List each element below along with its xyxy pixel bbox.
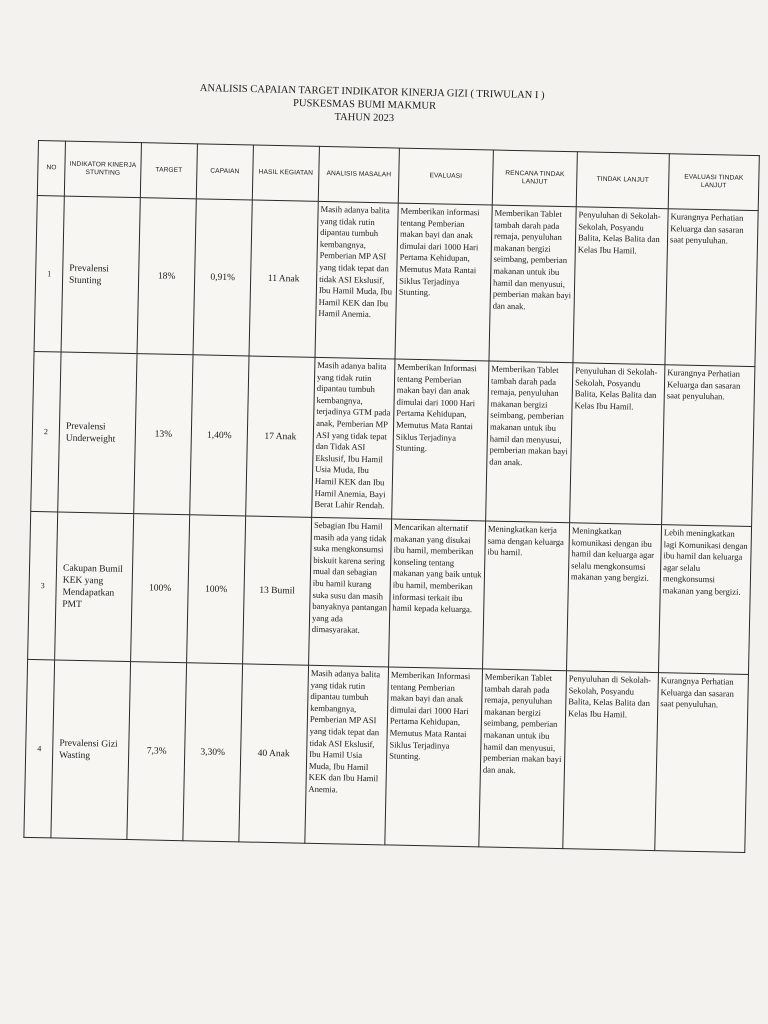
table-row [34, 195, 758, 366]
document-header [199, 82, 545, 128]
indicator-cell: Prevalensi Stunting [61, 196, 140, 354]
row-number: 3 [28, 511, 58, 660]
hasil-kegiatan-cell: 11 Anak [249, 200, 318, 357]
evaluasi-tindak-lanjut-cell: Kurangnya Perhatian Keluarga dan sasaran saat penyuluhan. [662, 365, 755, 527]
indicator-analysis-table [23, 140, 759, 853]
tindak-lanjut-cell: Meningkatkan komunikasi dengan ibu hamil dan keluarga agar selalu mengkonsumsi makanan yang bergizi. [567, 523, 662, 673]
evaluasi-cell: Memberikan Informasi tentang Pemberian makan bayi dan anak dimulai dari 1000 Hari Pertama Kehidupan, Memutus Mata Rantai Siklus Terjadinya Stunting. [385, 667, 483, 847]
column-header: EVALUASI [398, 148, 493, 205]
institution-name: PUSKESMAS BUMI MAKMUR [292, 97, 437, 112]
evaluasi-cell: Mencarikan alternatif makanan yang disukai ibu hamil, memberikan konseling tentang makanan yang baik untuk ibu hamil, memberikan informasi terkait ibu hamil kepada keluarga. [389, 519, 486, 669]
capaian-cell: 0,91% [193, 199, 252, 356]
document-title: ANALISIS CAPAIAN TARGET INDIKATOR KINERJA GIZI ( TRIWULAN I ) [199, 82, 545, 102]
target-cell: 13% [134, 354, 193, 515]
rencana-tindak-lanjut-cell: Memberikan Tablet tambah darah pada remaja, penyuluhan makanan bergizi seimbang, pemberian makanan untuk ibu hamil dan menyusui, pemberian makan bayi dan anak. [486, 361, 573, 523]
document-year: TAHUN 2023 [334, 111, 395, 125]
table-row [31, 351, 755, 526]
column-header: TINDAK LANJUT [576, 152, 669, 209]
evaluasi-tindak-lanjut-cell: Kurangnya Perhatian Keluarga dan sasaran saat penyuluhan. [665, 209, 758, 367]
table-row [24, 659, 749, 852]
target-cell: 7,3% [127, 662, 187, 841]
tindak-lanjut-cell: Penyuluhan di Sekolah-Sekolah, Posyandu Balita, Kelas Balita dan Kelas Ibu Hamil. [573, 207, 668, 365]
rencana-tindak-lanjut-cell: Meningkatkan kerja sama dengan keluarga ibu hamil. [483, 521, 570, 671]
indicator-cell: Prevalensi Gizi Wasting [51, 660, 131, 840]
row-number: 4 [24, 659, 55, 838]
capaian-cell: 3,30% [183, 663, 243, 842]
rencana-tindak-lanjut-cell: Memberikan Tablet tambah darah pada remaja, penyuluhan makanan bergizi seimbang, pemberian makanan untuk ibu hamil dan menyusui, pemberian makan bayi dan anak. [489, 205, 576, 363]
table-row [28, 511, 752, 674]
column-header: TARGET [140, 143, 197, 199]
hasil-kegiatan-cell: 17 Anak [246, 356, 315, 517]
capaian-cell: 1,40% [190, 355, 249, 516]
analisis-masalah-cell: Masih adanya balita yang tidak rutin dipantau tumbuh kembangnya, Pemberian MP ASI yang tidak tepat dan tidak ASI Ekslusif, Ibu Hamil Usia Muda, Ibu Hamil KEK dan Ibu Hamil Anemia. [305, 665, 389, 845]
column-header: CAPAIAN [196, 144, 253, 200]
column-header: EVALUASI TINDAK LANJUT [668, 154, 759, 211]
indicator-cell: Prevalensi Underweight [58, 352, 137, 514]
rencana-tindak-lanjut-cell: Memberikan Tablet tambah darah pada remaja, penyuluhan makanan bergizi seimbang, pemberian makanan untuk ibu hamil dan menyusui, pemberian makan bayi dan anak. [479, 669, 567, 849]
indicator-cell: Cakupan Bumil KEK yang Mendapatkan PMT [55, 512, 134, 662]
capaian-cell: 100% [187, 515, 246, 664]
column-header: NO [37, 141, 65, 197]
evaluasi-tindak-lanjut-cell: Lebih meningkatkan lagi Komunikasi dengan ibu hamil dan keluarga agar selalu mengkonsumsi makanan yang bergizi. [658, 525, 751, 675]
target-cell: 100% [131, 514, 190, 663]
hasil-kegiatan-cell: 40 Anak [239, 664, 309, 843]
target-cell: 18% [137, 198, 196, 355]
row-number: 2 [31, 351, 61, 512]
evaluasi-tindak-lanjut-cell: Kurangnya Perhatian Keluarga dan sasaran saat penyuluhan. [655, 673, 749, 853]
row-number: 1 [34, 195, 64, 352]
evaluasi-cell: Memberikan informasi tentang Pemberian makan bayi dan anak dimulai dari 1000 Hari Pertama Kehidupan, Memutus Mata Rantai Siklus Terjadinya Stunting. [395, 203, 492, 361]
evaluasi-cell: Memberikan Informasi tentang Pemberian makan bayi dan anak dimulai dari 1000 Hari Pertama Kehidupan, Memutus Mata Rantai Siklus Terjadinya Stunting. [392, 359, 489, 521]
column-header: INDIKATOR KINERJA STUNTING [64, 141, 141, 198]
column-header: HASIL KEGIATAN [252, 145, 319, 201]
column-header: RENCANA TINDAK LANJUT [492, 150, 577, 207]
analisis-masalah-cell: Sebagian Ibu Hamil masih ada yang tidak suka mengkonsumsi biskuit karena sering mual dan sebagian ibu hamil kurang suka susu dan masih banyaknya pantangan yang ada dimasyarakat. [309, 517, 392, 667]
hasil-kegiatan-cell: 13 Bumil [243, 516, 312, 665]
analisis-masalah-cell: Masih adanya balita yang tidak rutin dipantau tumbuh kembangnya, Pemberian MP ASI yang tidak tepat dan tidak ASI Ekslusif, Ibu Hamil Muda, Ibu Hamil KEK dan Ibu Hamil Anemia. [315, 201, 398, 359]
analisis-masalah-cell: Masih adanya balita yang tidak rutin dipantau tumbuh kembangnya, terjadinya GTM pada anak, Pemberian MP ASI yang tidak tepat dan Tidak ASI Ekslusif, Ibu Hamil Usia Muda, Ibu Hamil KEK dan Ibu Hamil Anemia, Bayi Berat Lahir Rendah. [312, 357, 395, 519]
tindak-lanjut-cell: Penyuluhan di Sekolah-Sekolah, Posyandu Balita, Kelas Balita dan Kelas Ibu Hamil. [570, 363, 665, 525]
column-header: ANALISIS MASALAH [318, 146, 399, 203]
tindak-lanjut-cell: Penyuluhan di Sekolah-Sekolah, Posyandu Balita, Kelas Balita dan Kelas Ibu Hamil. [563, 671, 659, 851]
